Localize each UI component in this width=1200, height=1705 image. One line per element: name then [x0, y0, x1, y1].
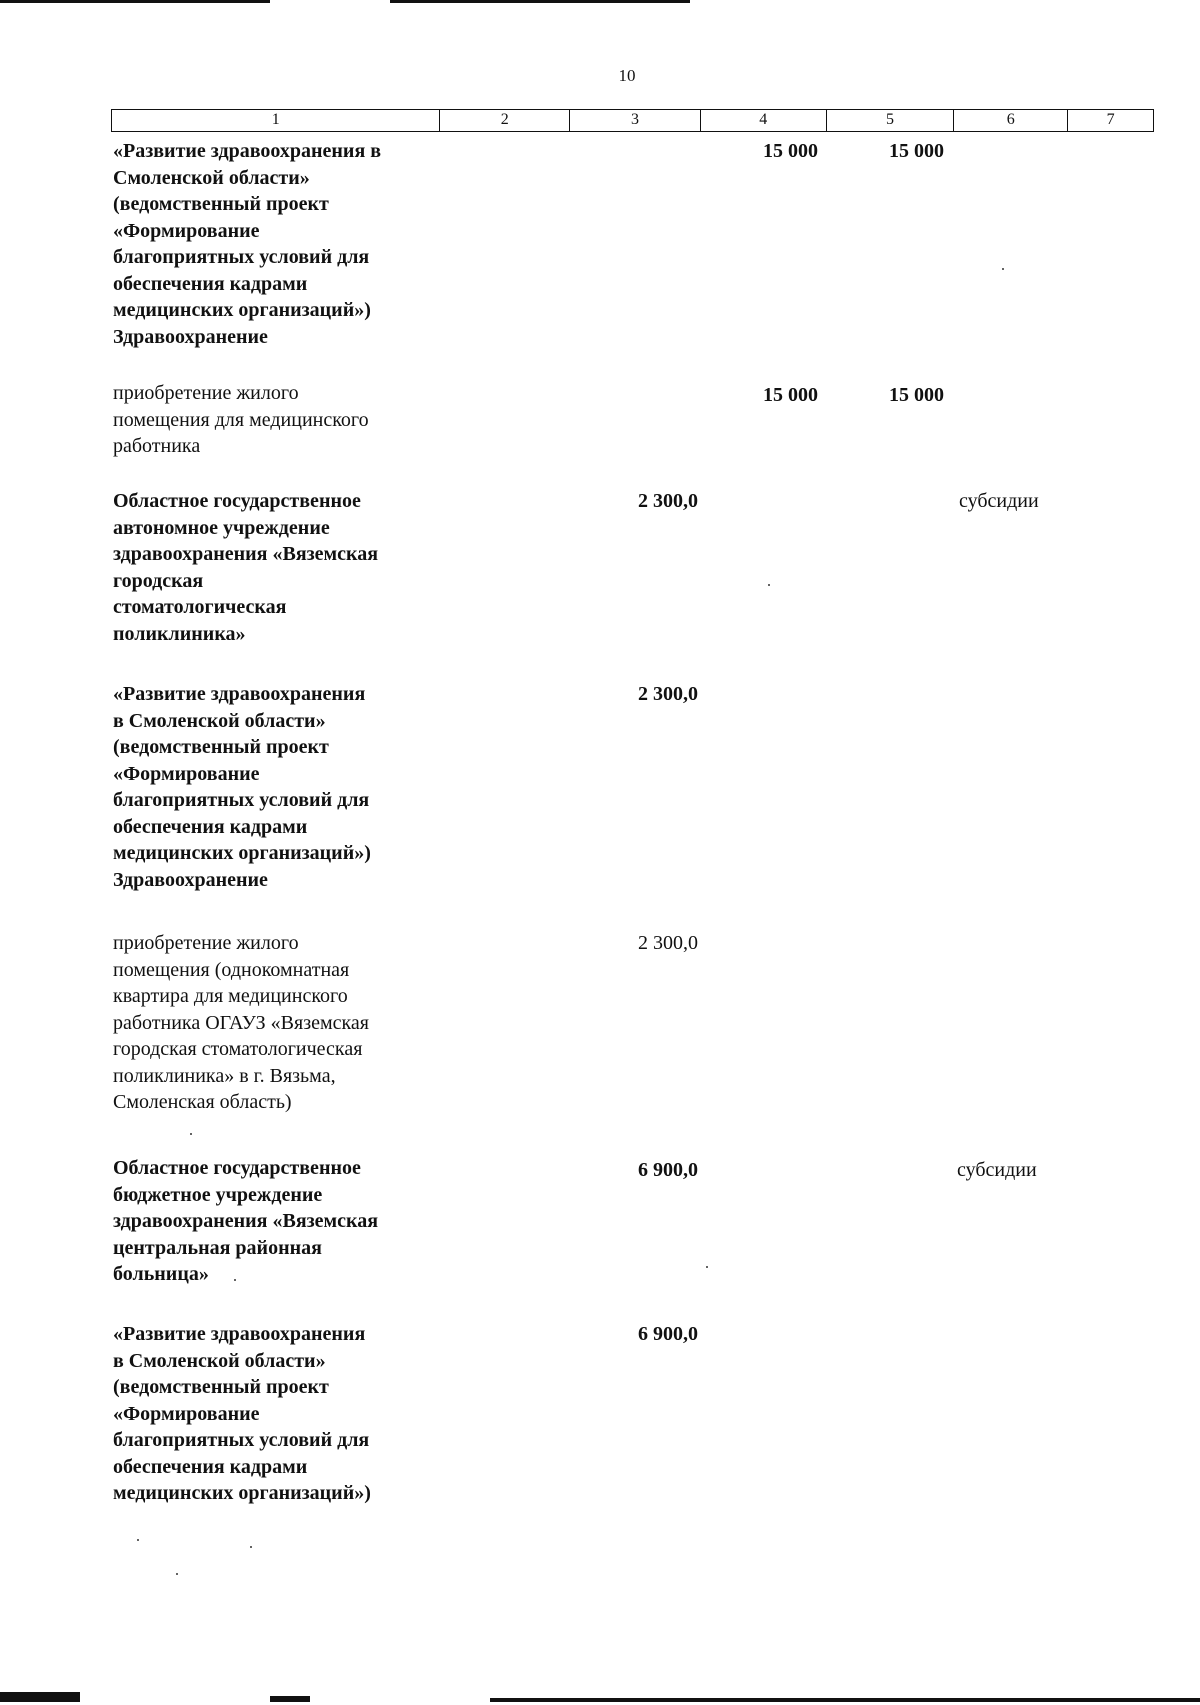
name-line: обеспечения кадрами [113, 815, 308, 838]
name-line: центральная районная [113, 1236, 322, 1259]
row-name-cell [113, 138, 381, 350]
name-line: Смоленская область) [113, 1091, 292, 1113]
scan-edge-mark [390, 0, 690, 3]
name-line: городская [113, 569, 204, 592]
name-line: «Развитие здравоохранения [113, 683, 366, 705]
name-line: в Смоленской области» [113, 1349, 326, 1372]
name-line: благоприятных условий для [113, 246, 370, 268]
name-line: приобретение жилого [113, 932, 299, 954]
amount-col4: 15 000 [763, 384, 818, 406]
name-line: медицинских организаций») [113, 299, 371, 321]
name-line: (ведомственный проект [113, 1376, 329, 1398]
name-line: стоматологическая [113, 596, 287, 618]
name-line: медицинских организаций») [113, 842, 371, 864]
name-line: Здравоохранение [113, 868, 268, 891]
name-line: Смоленской области» [113, 166, 310, 189]
row-name-cell [113, 380, 369, 460]
scan-edge-mark [270, 1696, 310, 1702]
name-line: здравоохранения «Вяземская [113, 1210, 379, 1232]
amount-col5: 15 000 [889, 140, 944, 162]
scan-speck [706, 1266, 708, 1268]
name-line: работника [113, 435, 201, 457]
scan-speck [190, 1133, 192, 1135]
name-line: (ведомственный проект [113, 736, 329, 758]
name-line: «Формирование [113, 762, 260, 785]
name-line: «Формирование [113, 1402, 260, 1425]
name-line: поликлиника» [113, 622, 246, 645]
name-line: «Развитие здравоохранения в [113, 140, 382, 162]
amount-col3: 2 300,0 [638, 490, 698, 512]
scan-speck [250, 1546, 252, 1548]
amount-col4: 15 000 [763, 140, 818, 162]
name-line: бюджетное учреждение [113, 1183, 323, 1206]
scan-edge-mark [0, 0, 270, 3]
name-line: квартира для медицинского [113, 985, 348, 1007]
column-header-2: 2 [440, 110, 570, 131]
column-header-6: 6 [954, 110, 1068, 131]
scan-speck [176, 1573, 178, 1575]
amount-col3: 6 900,0 [638, 1323, 698, 1345]
scan-speck [234, 1279, 236, 1281]
funding-type-col6: субсидии [959, 490, 1039, 512]
scan-edge-mark [0, 1692, 80, 1702]
name-line: поликлиника» в г. Вязьма, [113, 1064, 336, 1087]
name-line: больница» [113, 1263, 209, 1285]
funding-type-col6: субсидии [957, 1159, 1037, 1181]
scan-speck [1002, 268, 1004, 270]
name-line: Здравоохранение [113, 325, 268, 348]
name-line: городская стоматологическая [113, 1038, 363, 1060]
row-name-cell [113, 1321, 371, 1507]
row-name-cell [113, 488, 378, 647]
column-header-4: 4 [701, 110, 827, 131]
page-number: 10 [618, 66, 636, 85]
scan-speck [768, 584, 770, 586]
row-name-cell [113, 681, 371, 893]
scan-edge-mark [490, 1698, 1200, 1702]
name-line: благоприятных условий для [113, 789, 370, 811]
row-name-cell [113, 930, 369, 1116]
name-line: обеспечения кадрами [113, 272, 308, 295]
amount-col5: 15 000 [889, 384, 944, 406]
name-line: здравоохранения «Вяземская [113, 543, 379, 565]
amount-col3: 2 300,0 [638, 932, 698, 954]
name-line: благоприятных условий для [113, 1429, 370, 1451]
name-line: «Развитие здравоохранения [113, 1323, 366, 1345]
name-line: обеспечения кадрами [113, 1455, 308, 1478]
name-line: помещения для медицинского [113, 408, 369, 431]
name-line: Областное государственное [113, 1157, 361, 1179]
name-line: помещения (однокомнатная [113, 958, 350, 981]
row-name-cell [113, 1155, 378, 1288]
name-line: (ведомственный проект [113, 193, 329, 215]
name-line: «Формирование [113, 219, 260, 242]
name-line: медицинских организаций») [113, 1482, 371, 1504]
column-header-3: 3 [570, 110, 701, 131]
name-line: приобретение жилого [113, 382, 299, 404]
amount-col3: 2 300,0 [638, 683, 698, 705]
column-header-1: 1 [112, 110, 440, 131]
name-line: Областное государственное [113, 490, 361, 512]
amount-col3: 6 900,0 [638, 1159, 698, 1181]
column-header-7: 7 [1106, 111, 1115, 128]
table-header-row [111, 109, 1154, 132]
name-line: в Смоленской области» [113, 709, 326, 732]
column-header-5: 5 [827, 110, 955, 131]
name-line: работника ОГАУЗ «Вяземская [113, 1011, 369, 1034]
name-line: автономное учреждение [113, 516, 330, 539]
scan-speck [137, 1539, 139, 1541]
